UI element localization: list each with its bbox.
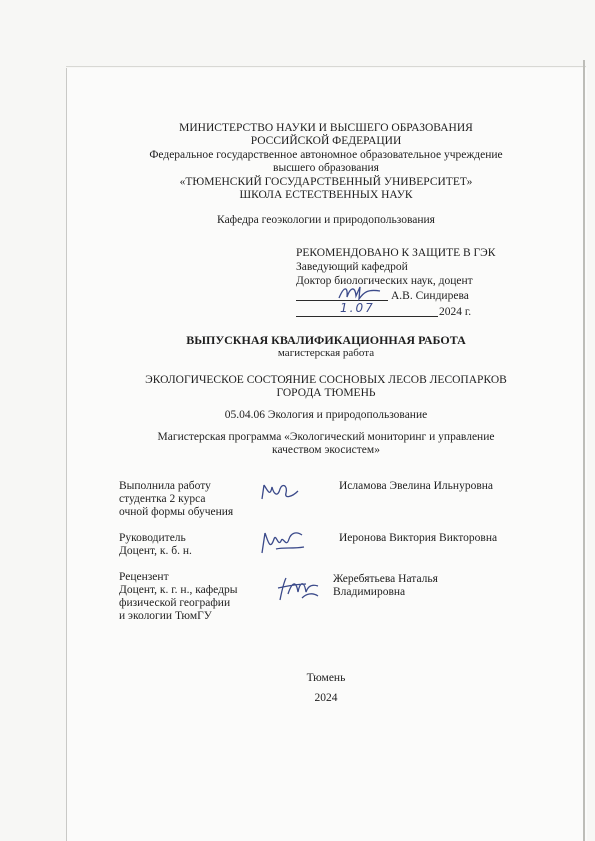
approval-date-line (296, 316, 438, 317)
student-name: Исламова Эвелина Ильнуровна (339, 480, 494, 492)
school-name: ШКОЛА ЕСТЕСТВЕННЫХ НАУК (239, 189, 413, 201)
advisor-name: Иеронова Виктория Викторовна (339, 532, 498, 544)
work-subtype: магистерская работа (277, 347, 375, 359)
approval-name: А.В. Синдирева (391, 290, 469, 302)
program-line-2: качеством экосистем» (272, 444, 380, 456)
ministry-line-1: МИНИСТЕРСТВО НАУКИ И ВЫСШЕГО ОБРАЗОВАНИЯ (179, 122, 473, 134)
student-role-2: студентка 2 курса (119, 493, 206, 505)
program-line-1: Магистерская программа «Экологический мониторинг и управление (157, 431, 495, 443)
institution-line-2: высшего образования (273, 162, 379, 174)
reviewer-role-1: Рецензент (119, 571, 169, 583)
approval-title: РЕКОМЕНДОВАНО К ЗАЩИТЕ В ГЭК (296, 247, 496, 259)
reviewer-role-3: физической географии (119, 597, 231, 609)
work-specialty: 05.04.06 Экология и природопользование (224, 409, 428, 421)
reviewer-role-4: и экологии ТюмГУ (119, 610, 212, 622)
work-title-line-2: ГОРОДА ТЮМЕНЬ (276, 387, 376, 399)
approval-handwritten-date: 1.07 (340, 301, 375, 315)
department-name: Кафедра геоэкологии и природопользования (217, 214, 435, 226)
ministry-line-2: РОССИЙСКОЙ ФЕДЕРАЦИИ (250, 135, 402, 147)
student-role-1: Выполнила работу (119, 480, 211, 492)
work-type: ВЫПУСКНАЯ КВАЛИФИКАЦИОННАЯ РАБОТА (186, 333, 466, 347)
university-name: «ТЮМЕНСКИЙ ГОСУДАРСТВЕННЫЙ УНИВЕРСИТЕТ» (179, 176, 473, 188)
reviewer-name-1: Жеребятьева Наталья (333, 573, 438, 585)
advisor-signature-icon (256, 527, 310, 559)
reviewer-name-2: Владимировна (333, 586, 406, 598)
approval-position: Заведующий кафедрой (296, 261, 408, 273)
approval-year: 2024 г. (439, 306, 472, 318)
approval-degree: Доктор биологических наук, доцент (296, 275, 473, 287)
institution-line-1: Федеральное государственное автономное образовательное учреждение (149, 149, 503, 161)
work-title-line-1: ЭКОЛОГИЧЕСКОЕ СОСТОЯНИЕ СОСНОВЫХ ЛЕСОВ ЛЕСОПАРКОВ (145, 374, 507, 386)
reviewer-signature-icon (272, 572, 324, 606)
advisor-role-1: Руководитель (119, 532, 186, 544)
student-role-3: очной формы обучения (119, 506, 234, 518)
student-signature-icon (258, 479, 304, 505)
reviewer-role-2: Доцент, к. г. н., кафедры (119, 584, 238, 596)
footer-year: 2024 (314, 692, 338, 704)
advisor-role-2: Доцент, к. б. н. (119, 545, 192, 557)
sheet-top-edge (66, 66, 586, 67)
footer-city: Тюмень (306, 672, 346, 684)
